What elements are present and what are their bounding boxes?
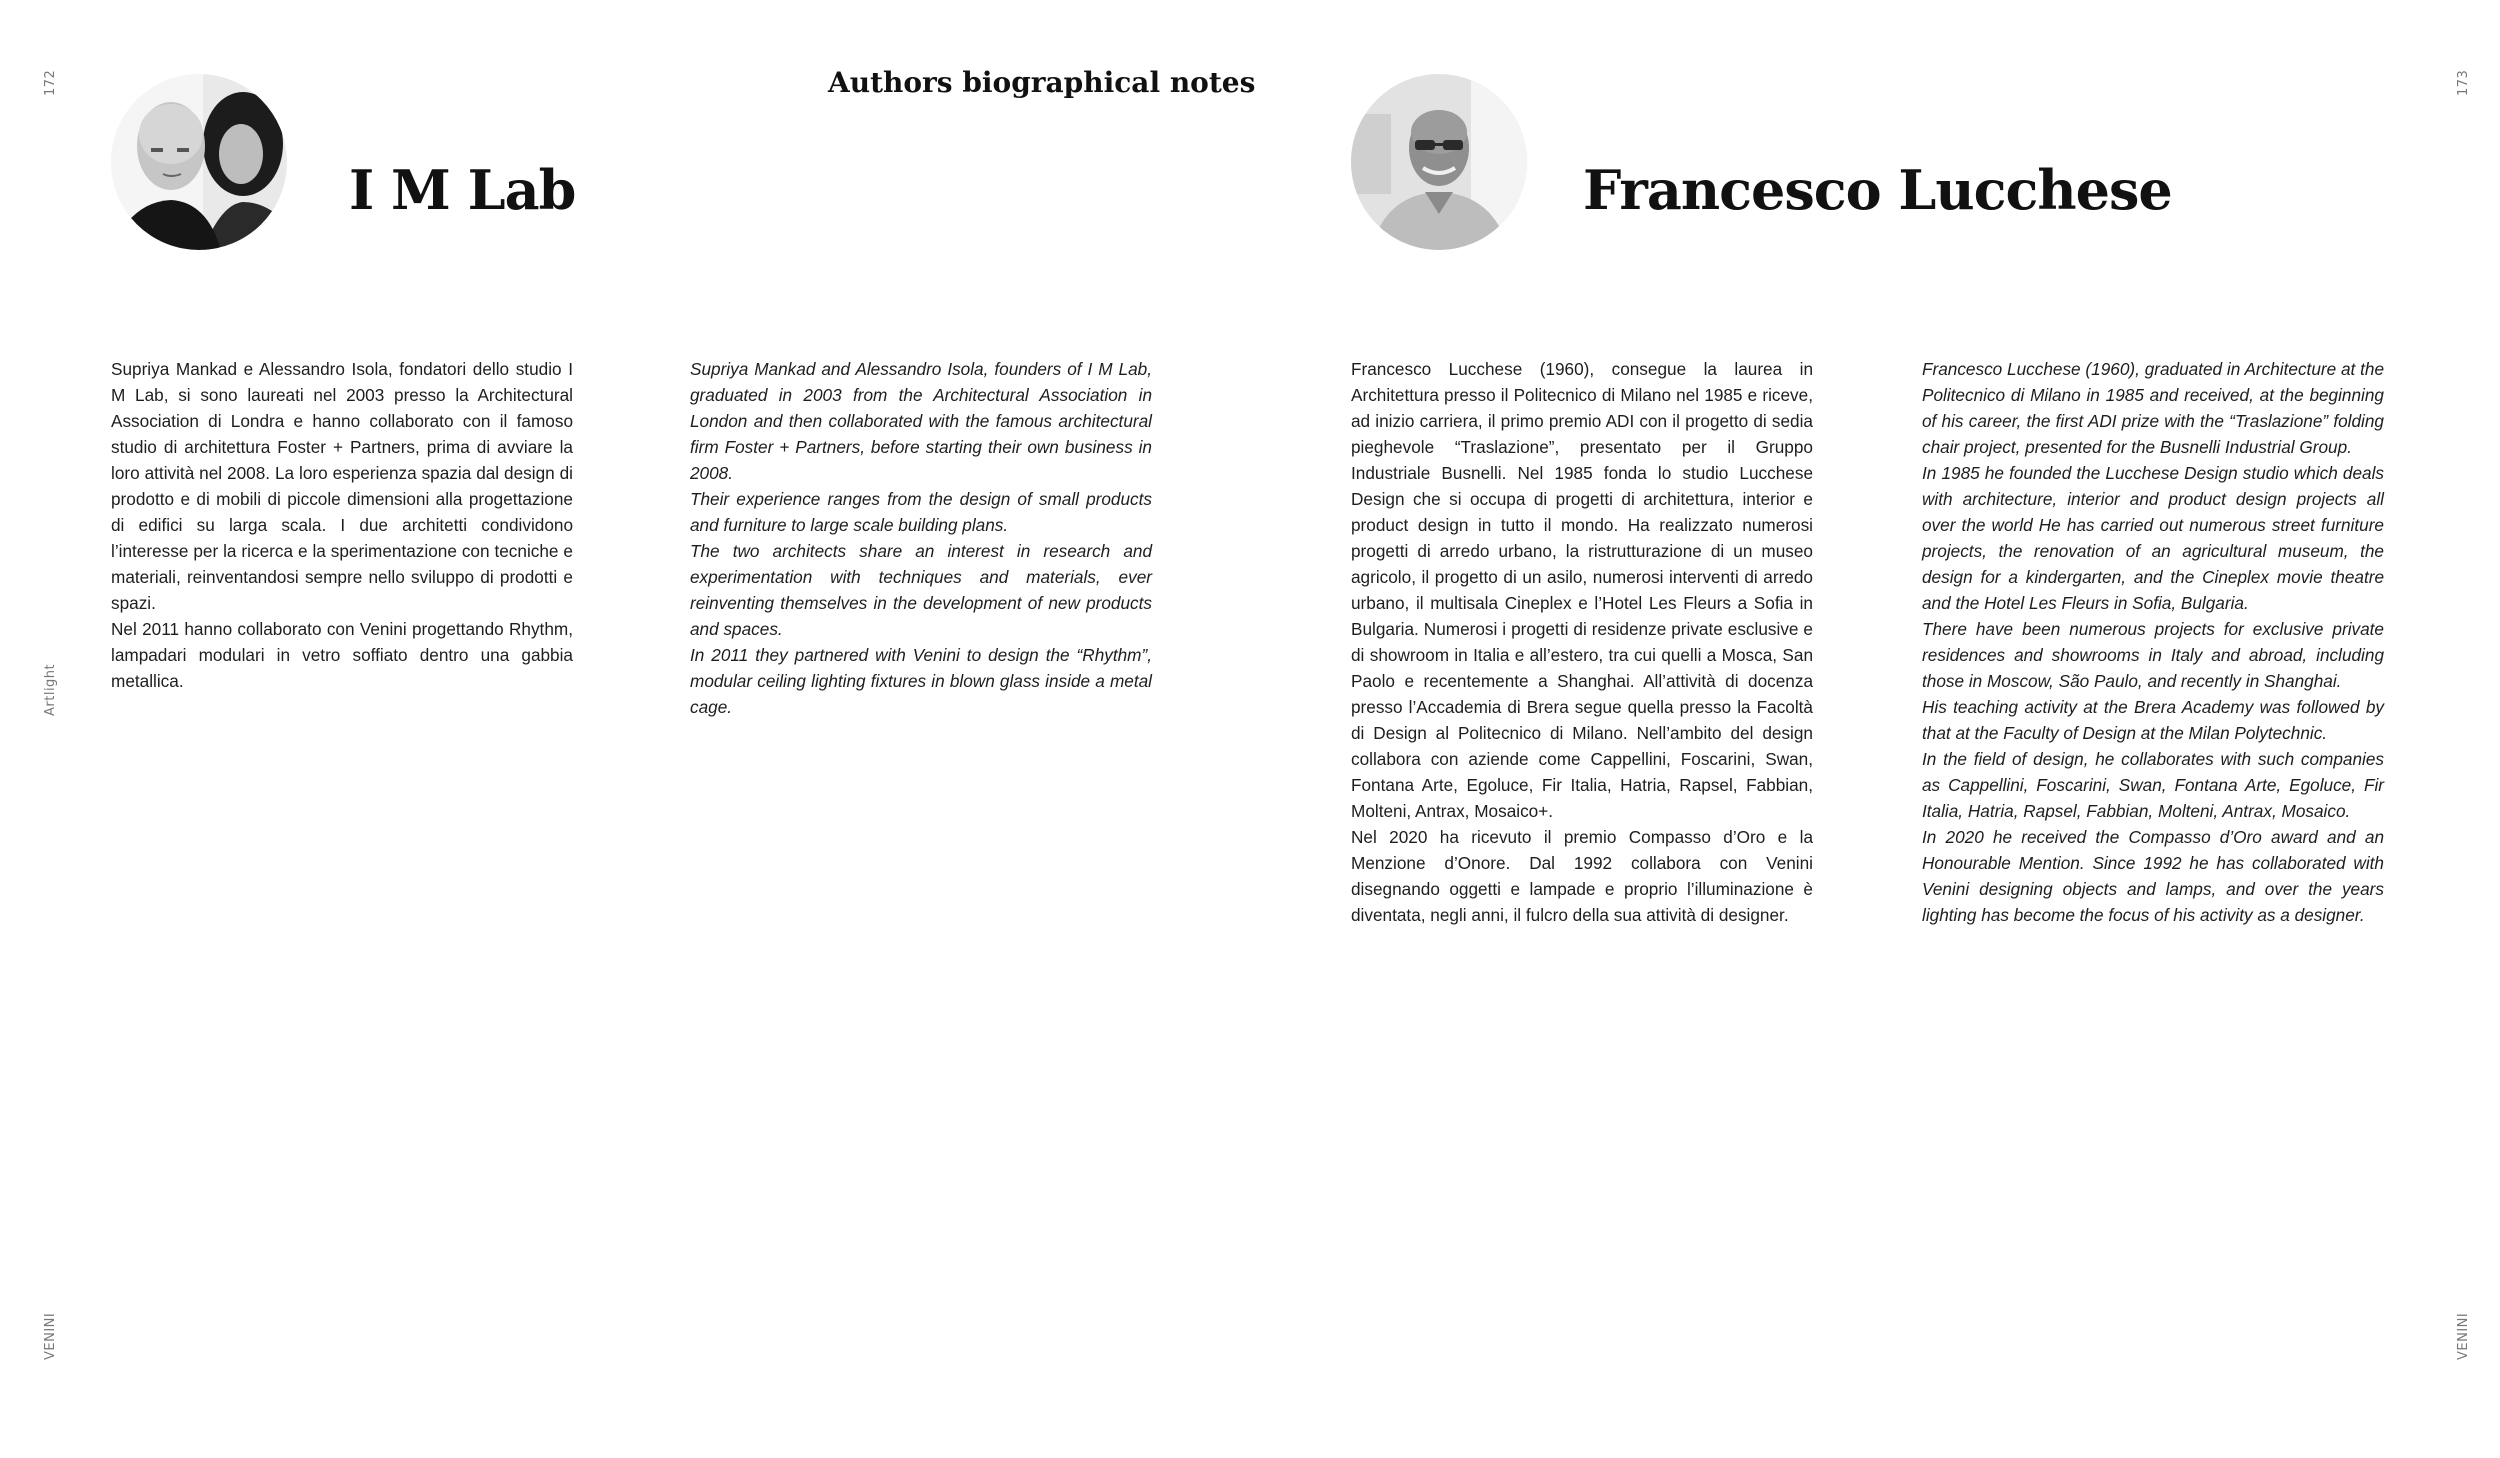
section-label: Artlight [43,663,58,716]
paragraph: Francesco Lucchese (1960), graduated in Architecture at the Politecnico di Milano in 1985 and received, at the beginning of his career, the first ADI prize with the “Traslazione” folding chair project, presented for the Busnelli Industrial Group. [1922,359,2384,457]
paragraph: Supriya Mankad e Alessandro Isola, fondatori dello studio I M Lab, si sono laureati nel 2003 presso la Architectural Association di Londra e hanno collaborato con il famoso studio di architettura Foster + Partners, prima di avviare la loro attività nel 2008. La loro esperienza spazia dal design di prodotto e di mobili di piccole dimensioni alla progettazione di edifici su larga scala. I due architetti condividono l’interesse per la ricerca e la sperimentazione con tecniche e materiali, reinventandosi sempre nello sviluppo di prodotti e spazi. [111,359,573,613]
english-bio-lucchese [1922,356,2384,928]
paragraph: In 2011 they partnered with Venini to design the “Rhythm”, modular ceiling lighting fixtures in blown glass inside a metal cage. [690,645,1152,717]
paragraph: Their experience ranges from the design of small products and furniture to large scale building plans. [690,489,1152,535]
author-name-im-lab: I M Lab [349,158,576,222]
paragraph: Supriya Mankad and Alessandro Isola, founders of I M Lab, graduated in 2003 from the Architectural Association in London and then collaborated with the famous architectural firm Foster + Partners, before starting their own business in 2008. [690,359,1152,483]
brand-label-right: VENINI [2456,1312,2471,1360]
paragraph: Nel 2011 hanno collaborato con Venini progettando Rhythm, lampadari modulari in vetro soffiato dentro una gabbia metallica. [111,619,573,691]
paragraph: In the field of design, he collaborates with such companies as Cappellini, Foscarini, Swan, Fontana Arte, Egoluce, Fir Italia, Hatria, Rapsel, Fabbian, Molteni, Antrax, Mosaico. [1922,749,2384,821]
paragraph: In 2020 he received the Compasso d’Oro award and an Honourable Mention. Since 1992 he has collaborated with Venini designing objects and lamps, and over the years lighting has become the focus of his activity as a designer. [1922,827,2384,925]
author-name-lucchese: Francesco Lucchese [1583,158,2172,222]
italian-bio-im-lab [111,356,573,694]
lucchese-portrait [1351,74,1527,250]
paragraph: There have been numerous projects for exclusive private residences and showrooms in Italy and abroad, including those in Moscow, São Paulo, and recently in Shanghai. [1922,619,2384,691]
english-bio-im-lab [690,356,1152,720]
paragraph: The two architects share an interest in research and experimentation with techniques and materials, ever reinventing themselves in the development of new products and spaces. [690,541,1152,639]
paragraph: His teaching activity at the Brera Academy was followed by that at the Faculty of Design at the Milan Polytechnic. [1922,697,2384,743]
page-number-left: 172 [43,69,58,96]
paragraph: In 1985 he founded the Lucchese Design studio which deals with architecture, interior and product design projects all over the world He has carried out numerous street furniture projects, the renovation of an agricultural museum, the design for a kindergarten, and the Cineplex movie theatre and the Hotel Les Fleurs in Sofia, Bulgaria. [1922,463,2384,613]
italian-bio-lucchese [1351,356,1813,928]
im-lab-portrait [111,74,287,250]
paragraph: Francesco Lucchese (1960), consegue la laurea in Architettura presso il Politecnico di Milano nel 1985 e riceve, ad inizio carriera, il primo premio ADI con il progetto di sedia pieghevole “Traslazione”, presentato per il Gruppo Industriale Busnelli. Nel 1985 fonda lo studio Lucchese Design che si occupa di progetti di architettura, interior e product design in tutto il mondo. Ha realizzato numerosi progetti di arredo urbano, la ristrutturazione di un museo agricolo, il progetto di un asilo, numerosi interventi di arredo urbano, il multisala Cineplex e l’Hotel Les Fleurs a Sofia in Bulgaria. Numerosi i progetti di residenze private esclusive e di showroom in Italia e all’estero, tra cui quelli a Mosca, San Paolo e recentemente a Shanghai. All’attività di docenza presso l’Accademia di Brera segue quella presso la Facoltà di Design al Politecnico di Milano. Nell’ambito del design collabora con aziende come Cappellini, Foscarini, Swan, Fontana Arte, Egoluce, Fir Italia, Hatria, Rapsel, Fabbian, Molteni, Antrax, Mosaico+. [1351,359,1813,821]
right-page [1250,0,2500,1458]
page-number-right: 173 [2456,69,2471,96]
running-title: Authors biographical notes [828,66,1256,99]
paragraph: Nel 2020 ha ricevuto il premio Compasso d’Oro e la Menzione d’Onore. Dal 1992 collabora con Venini disegnando oggetti e lampade e proprio l’illuminazione è diventata, negli anni, il fulcro della sua attività di designer. [1351,827,1813,925]
brand-label-left: VENINI [43,1312,58,1360]
